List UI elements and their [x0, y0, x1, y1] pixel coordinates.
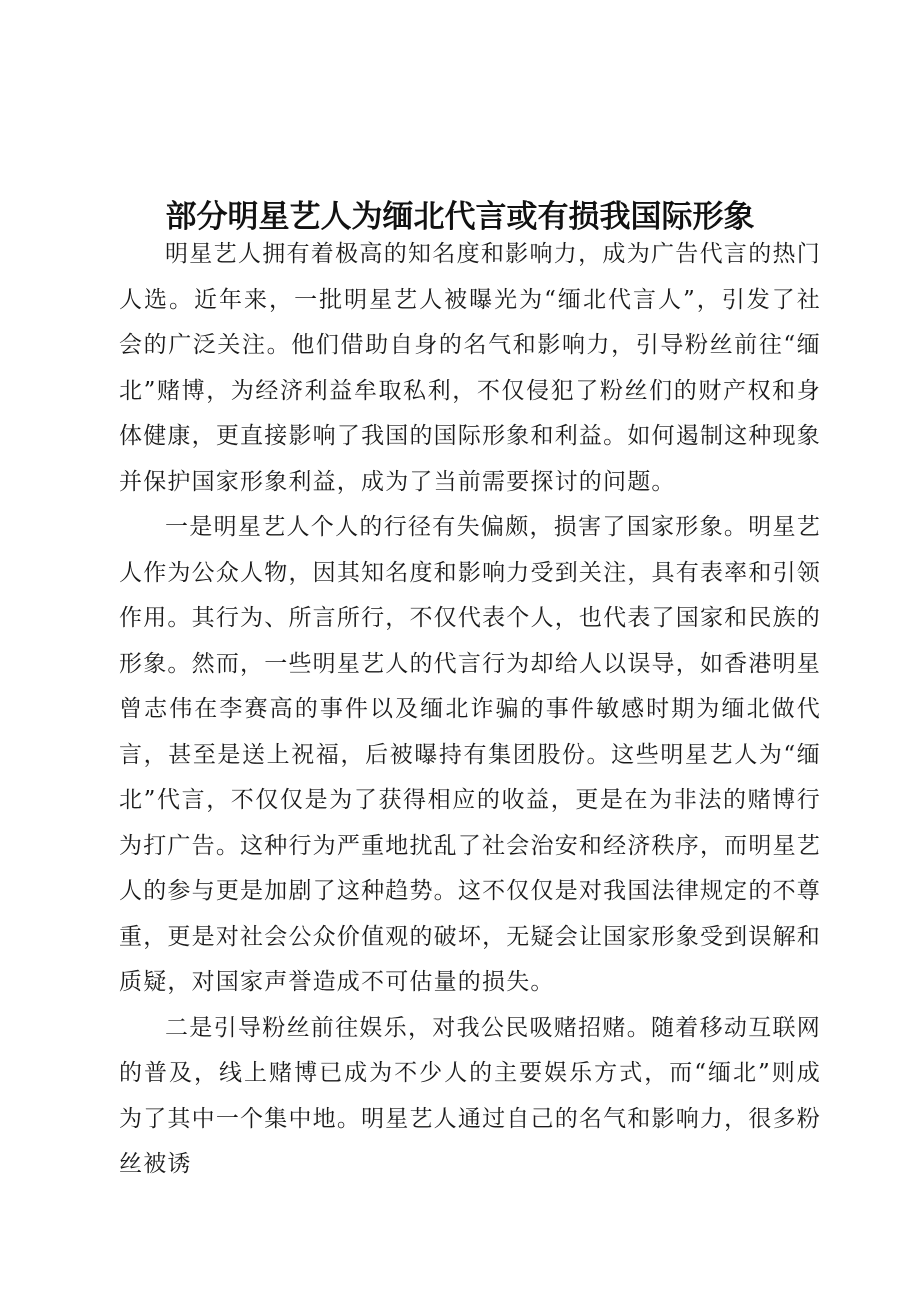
paragraph-point-one: 一是明星艺人个人的行径有失偏颇，损害了国家形象。明星艺人作为公众人物，因其知名度和影响力受到关注，具有表率和引领作用。其行为、所言所行，不仅代表个人，也代表了国家和民族的形象。然而，一些明星艺人的代言行为却给人以误导，如香港明星曾志伟在李赛高的事件以及缅北诈骗的事件敏感时期为缅北做代言，甚至是送上祝福，后被曝持有集团股份。这些明星艺人为“缅北”代言，不仅仅是为了获得相应的收益，更是在为非法的赌博行为打广告。这种行为严重地扰乱了社会治安和经济秩序，而明星艺人的参与更是加剧了这种趋势。这不仅仅是对我国法律规定的不尊重，更是对社会公众价值观的破坏，无疑会让国家形象受到误解和质疑，对国家声誉造成不可估量的损失。: [119, 514, 821, 995]
paragraph-point-two: 二是引导粉丝前往娱乐，对我公民吸赌招赌。随着移动互联网的普及，线上赌博已成为不少人的主要娱乐方式，而“缅北”则成为了其中一个集中地。明星艺人通过自己的名气和影响力，很多粉丝被诱: [119, 1014, 821, 1177]
paragraph-intro: 明星艺人拥有着极高的知名度和影响力，成为广告代言的热门人选。近年来，一批明星艺人被曝光为“缅北代言人”，引发了社会的广泛关注。他们借助自身的名气和影响力，引导粉丝前往“缅北”赌博，为经济利益牟取私利，不仅侵犯了粉丝们的财产权和身体健康，更直接影响了我国的国际形象和利益。如何遏制这种现象并保护国家形象利益，成为了当前需要探讨的问题。: [119, 241, 821, 495]
document-title: 部分明星艺人为缅北代言或有损我国际形象: [165, 198, 755, 235]
document-body: [119, 232, 821, 1188]
